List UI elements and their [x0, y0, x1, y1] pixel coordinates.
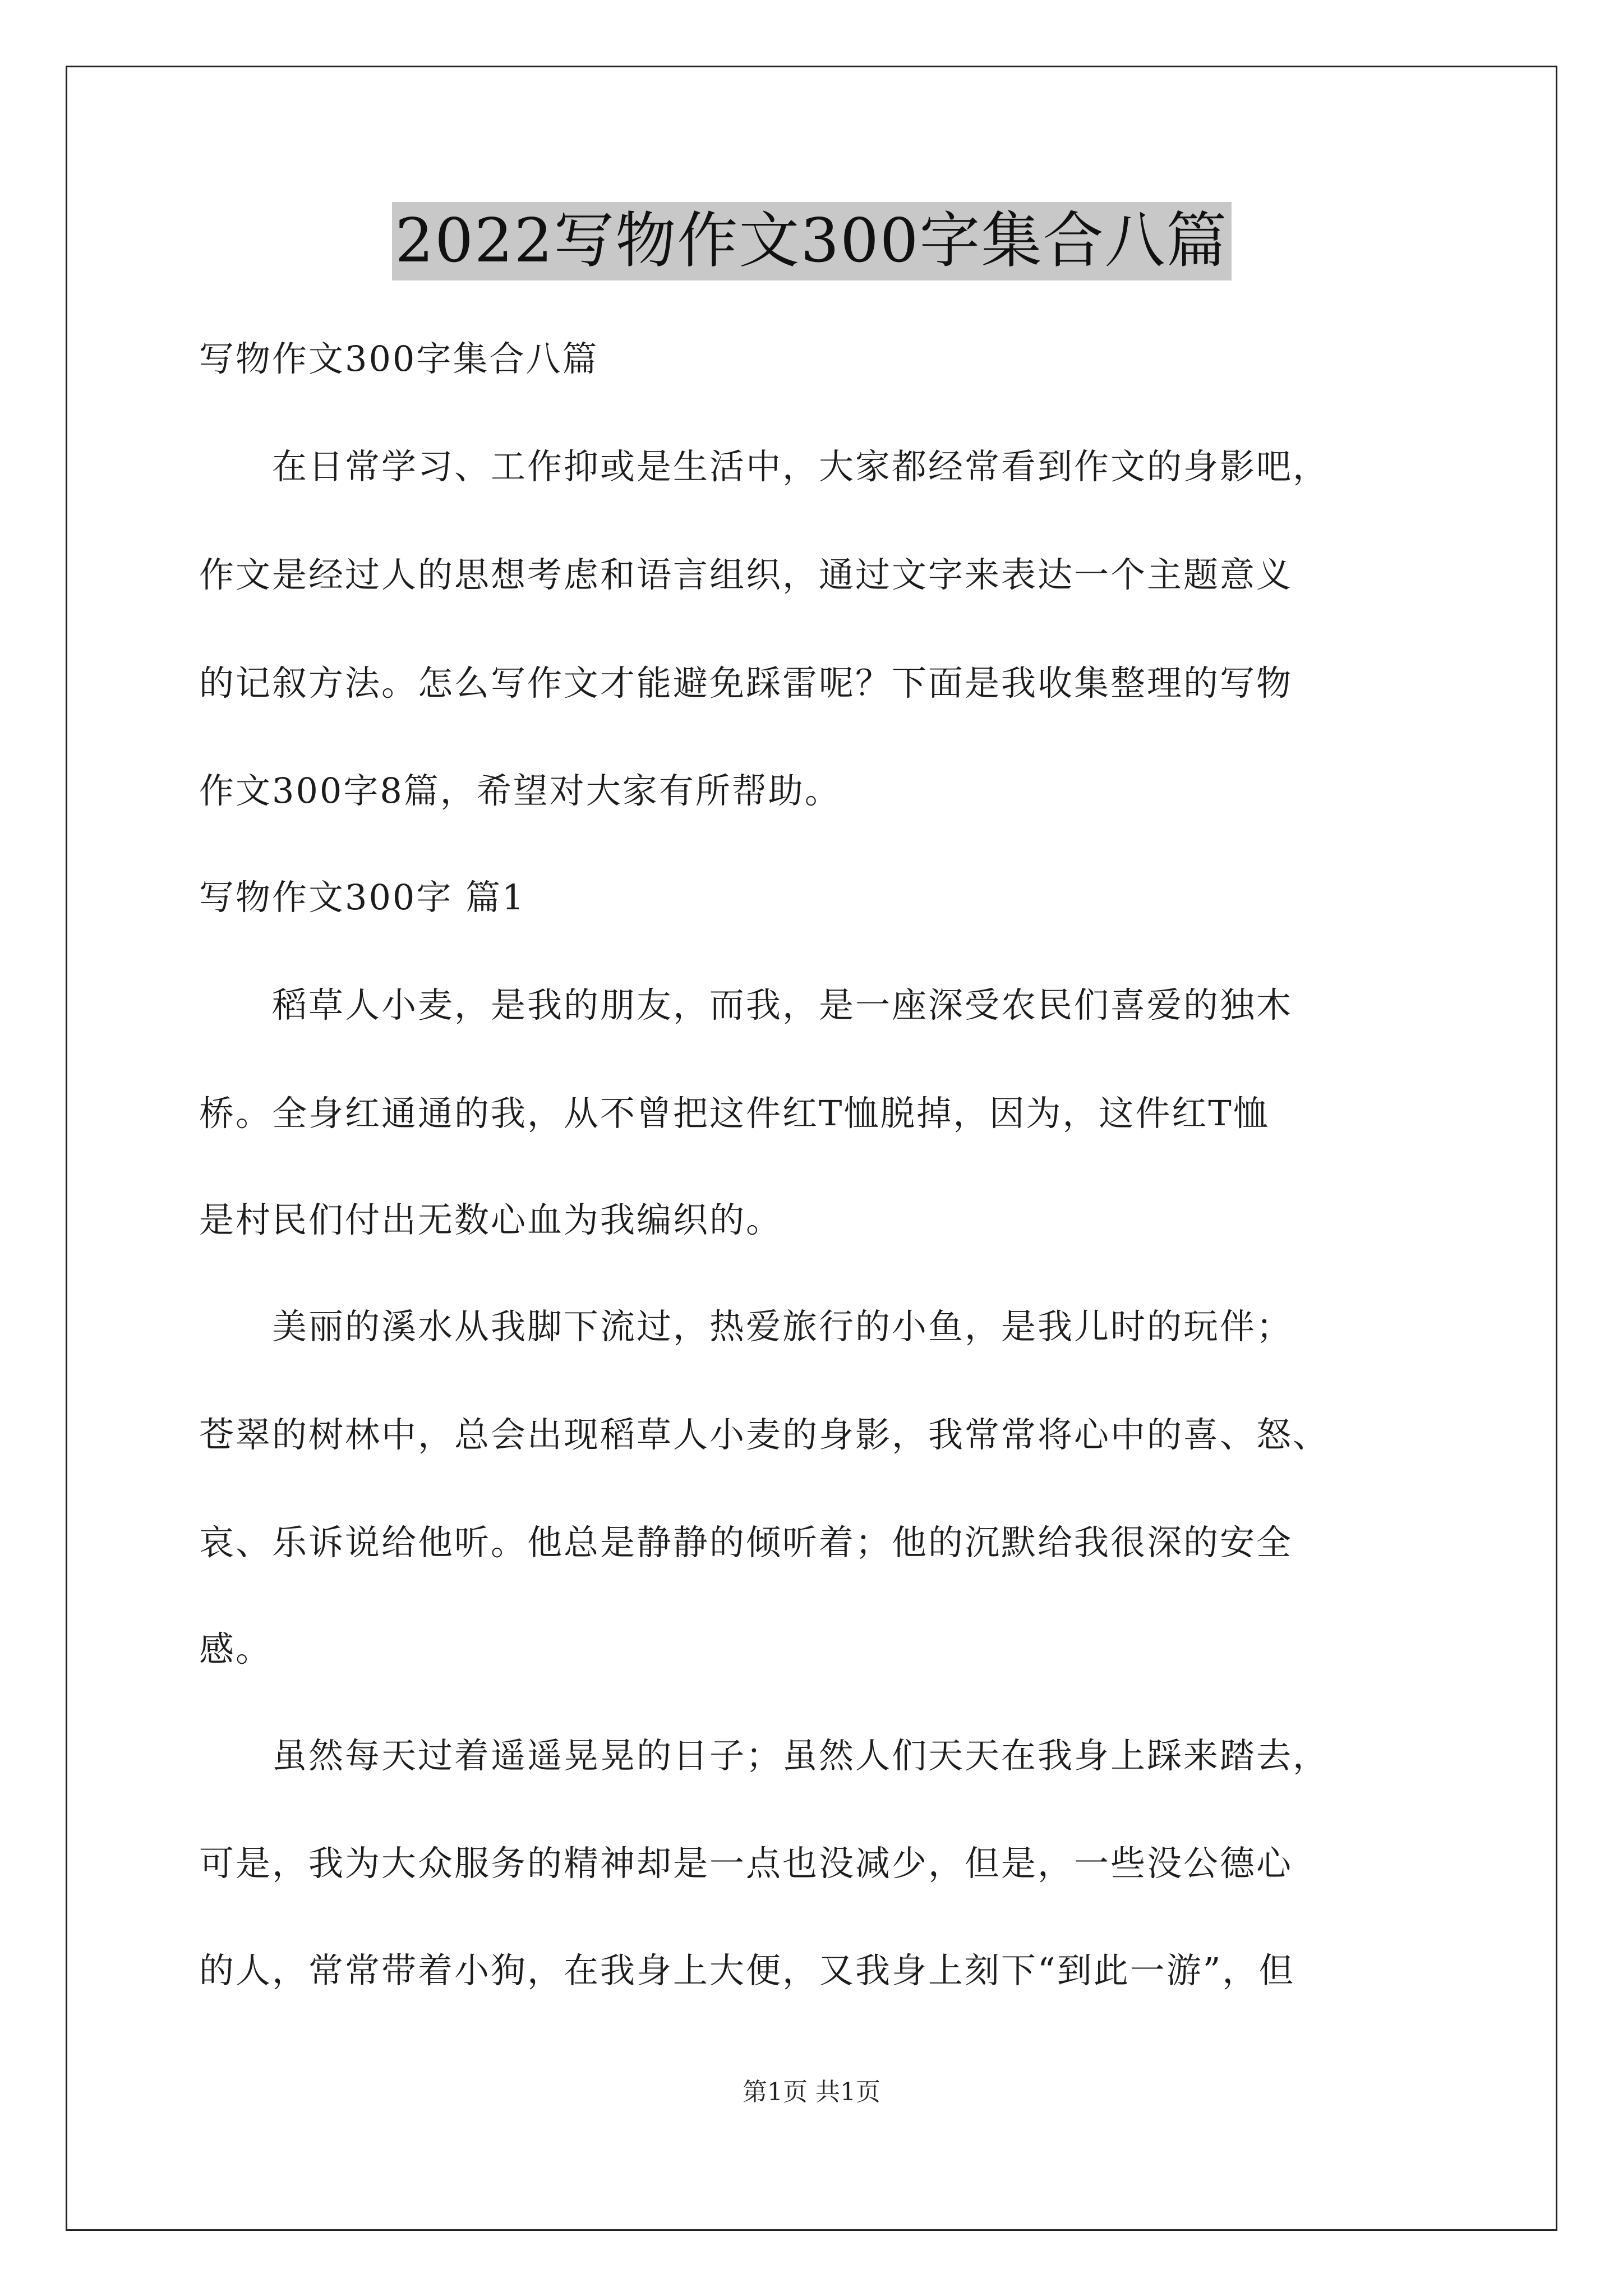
body-line: 感。 [199, 1628, 273, 1669]
title-container [0, 202, 1623, 280]
body-line: 美丽的溪水从我脚下流过，热爱旅行的小鱼，是我儿时的玩伴； [199, 1306, 1293, 1347]
body-line: 写物作文300字 篇1 [199, 877, 526, 918]
body-line: 苍翠的树林中，总会出现稻草人小麦的身影，我常常将心中的喜、怒、 [199, 1414, 1330, 1455]
body-line: 虽然每天过着遥遥晃晃的日子；虽然人们天天在我身上踩来踏去， [199, 1735, 1330, 1776]
body-line: 在日常学习、工作抑或是生活中，大家都经常看到作文的身影吧， [199, 446, 1330, 487]
page-footer: 第1页 共1页 [743, 2078, 880, 2106]
body-line: 是村民们付出无数心血为我编织的。 [199, 1199, 783, 1240]
body-line: 可是，我为大众服务的精神却是一点也没减少，但是，一些没公德心 [199, 1843, 1293, 1884]
body-line: 哀、乐诉说给他听。他总是静静的倾听着；他的沉默给我很深的安全 [199, 1522, 1293, 1563]
body-line: 稻草人小麦，是我的朋友，而我，是一座深受农民们喜爱的独木 [199, 984, 1293, 1025]
document-title: 2022写物作文300字集合八篇 [392, 202, 1232, 280]
body-line: 桥。全身红通通的我，从不曾把这件红T恤脱掉，因为，这件红T恤 [199, 1093, 1270, 1134]
body-line: 作文是经过人的思想考虑和语言组织，通过文字来表达一个主题意义 [199, 554, 1293, 595]
body-line: 写物作文300字集合八篇 [199, 338, 599, 379]
body-line: 的记叙方法。怎么写作文才能避免踩雷呢？下面是我收集整理的写物 [199, 662, 1293, 703]
body-line: 的人，常常带着小狗，在我身上大便，又我身上刻下“到此一游”，但 [199, 1950, 1295, 1991]
page-border [66, 66, 1557, 2231]
body-line: 作文300字8篇，希望对大家有所帮助。 [199, 770, 841, 811]
